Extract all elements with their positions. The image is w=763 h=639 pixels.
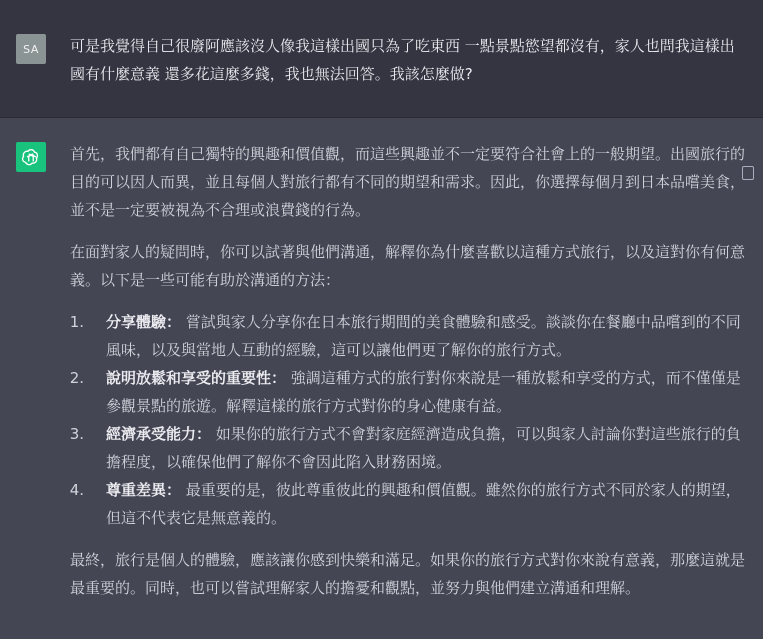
list-item-text: 如果你的旅行方式不會對家庭經濟造成負擔，可以與家人討論你對這些旅行的負擔程度，以確保他們了解你不會因此陷入財務困境。: [106, 425, 741, 471]
assistant-message-text: [70, 140, 746, 616]
user-message-text: 可是我覺得自己很廢阿應該沒人像我這樣出國只為了吃東西 一點景點慾望都沒有，家人也問我這樣出國有什麼意義 還多花這麼多錢，我也無法回答。我該怎麼做?: [70, 37, 735, 83]
list-item-text: 最重要的是，彼此尊重彼此的興趣和價值觀。雖然你的旅行方式不同於家人的期望，但這不代表它是無意義的。: [106, 481, 741, 527]
user-message: [0, 8, 763, 118]
list-item-text: 強調這種方式的旅行對你來說是一種放鬆和享受的方式，而不僅僅是參觀景點的旅遊。解釋這樣的旅行方式對你的身心健康有益。: [106, 369, 741, 415]
list-item-title: 經濟承受能力：: [106, 425, 212, 443]
suggestion-list: [70, 308, 746, 532]
list-item-text: 嘗試與家人分享你在日本旅行期間的美食體驗和感受。談談你在餐廳中品嚐到的不同風味，以及與當地人互動的經驗，這可以讓他們更了解你的旅行方式。: [106, 313, 741, 359]
list-item: [70, 308, 746, 364]
list-item: [70, 420, 746, 476]
assistant-message: [0, 118, 763, 639]
user-avatar: SA: [16, 34, 46, 64]
intro-paragraph: 首先，我們都有自己獨特的興趣和價值觀，而這些興趣並不一定要符合社會上的一般期望。出國旅行的目的可以因人而異，並且每個人對旅行都有不同的期望和需求。因此，你選擇每個月到日本品嚐美食，並不是一定要被視為不合理或浪費錢的行為。: [70, 145, 746, 219]
openai-logo-icon: [16, 142, 46, 172]
list-number: 2.: [69, 369, 84, 387]
list-number: 4.: [69, 481, 84, 499]
list-item-title: 尊重差異：: [106, 481, 182, 499]
lead-paragraph: 在面對家人的疑問時，你可以試著與他們溝通，解釋你為什麼喜歡以這種方式旅行，以及這對你有何意義。以下是一些可能有助於溝通的方法：: [70, 243, 746, 289]
copy-icon[interactable]: [742, 166, 754, 180]
list-number: 1.: [69, 313, 84, 331]
list-item-title: 說明放鬆和享受的重要性：: [106, 369, 287, 387]
top-strip: [0, 0, 763, 8]
list-item-title: 分享體驗：: [106, 313, 182, 331]
list-item: [70, 476, 746, 532]
list-number: 3.: [69, 425, 84, 443]
list-item: [70, 364, 746, 420]
conclusion-paragraph: 最終，旅行是個人的體驗，應該讓你感到快樂和滿足。如果你的旅行方式對你來說有意義，那麼這就是最重要的。同時，也可以嘗試理解家人的擔憂和觀點，並努力與他們建立溝通和理解。: [70, 551, 746, 597]
